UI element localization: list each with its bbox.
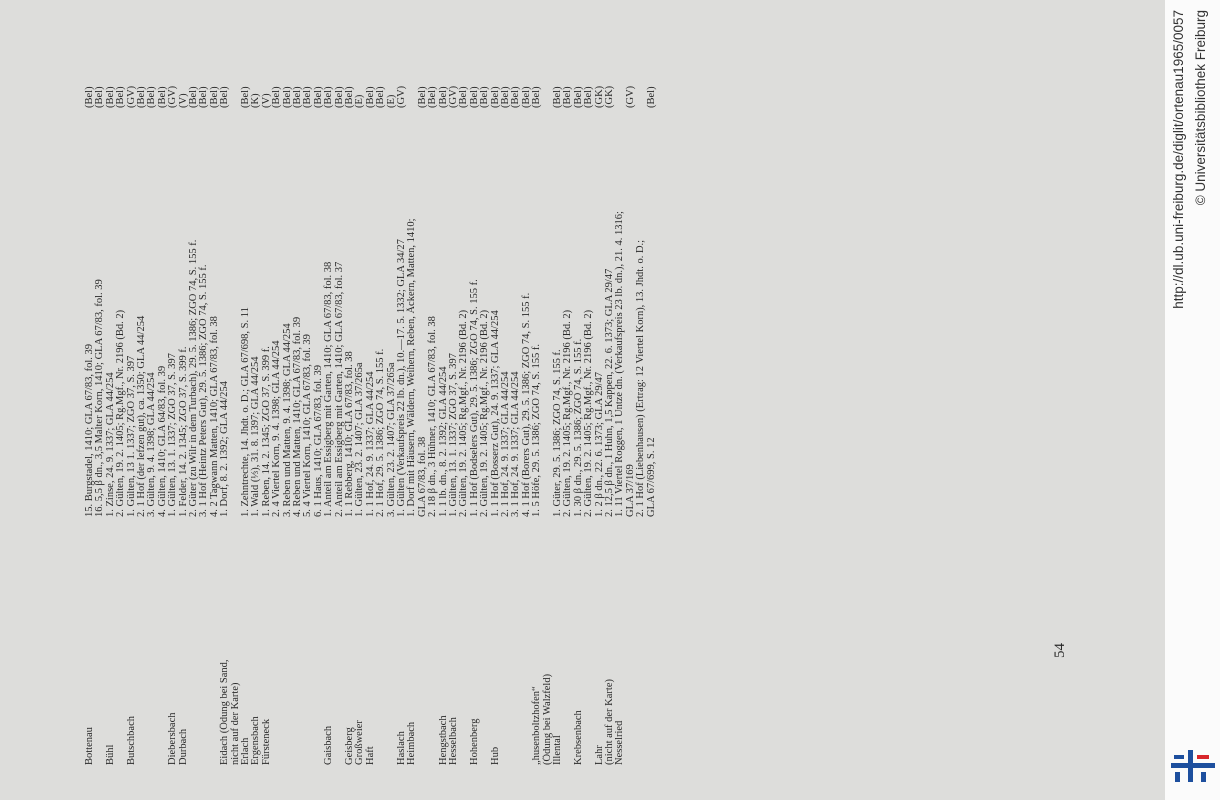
source-code: (Bel) — [312, 86, 324, 108]
entry-text: 16. 5,5 β dn., 3,5 Malter Korn, 1410; GLA 67/83, fol. 39 — [94, 279, 106, 517]
entry-text: 2. 1 Hof, 24. 9. 1337; GLA 44/254 — [500, 371, 511, 517]
entry-text: 2. Gülten, 19. 2. 1405; Rg.Mgf., Nr. 2196 (Bd. 2) — [583, 309, 595, 517]
source-code: (E) — [354, 94, 366, 108]
source-code: (Bel) — [427, 86, 439, 108]
entry-text: 3. Reben und Matten, 9. 4. 1398; GLA 44/254 — [281, 323, 293, 517]
sidebar-text — [1165, 0, 1220, 800]
place-name: Butschbach — [125, 716, 137, 765]
place-name: Ergensbach — [250, 716, 262, 765]
place-name: Hub — [489, 746, 501, 765]
source-code: (Bel) — [489, 86, 501, 108]
source-code: (GK) — [604, 85, 615, 108]
entry-text: 1. 1 Hof (Bosserz Gut), 24. 9. 1337; GLA 44/254 — [489, 310, 501, 517]
source-code: (Bel) — [500, 86, 511, 108]
entry-text: 2. 1 Hof (der lefzen gut), ca. 1350; GLA 44/254 — [136, 315, 147, 517]
entry-text: GLA 67/83, fol. 38 — [416, 436, 428, 517]
source-code: (Bel) — [562, 86, 574, 108]
entry-text: 3. 1 Hof, 24. 9. 1337; GLA 44/254 — [510, 371, 522, 517]
source-code: (Bel) — [531, 86, 543, 108]
place-name: Krebsenbach — [572, 710, 584, 765]
place-name: Hengstbach — [437, 715, 449, 765]
entry-text: 1. Gülten (Verkaufspreis 22 lb. dn.), 10.—17. 5. 1332; GLA 34/27 — [396, 239, 407, 517]
source-code: (GV) — [396, 85, 407, 108]
place-name: Hohenberg — [468, 718, 480, 765]
entry-text: 1. Dorf, 8. 2. 1392; GLA 44/254 — [219, 381, 231, 517]
entry-text: 1. Gülten, 13. 1. 1337; ZGO 37, S. 397 — [448, 353, 459, 517]
source-code: (Bel) — [583, 86, 595, 108]
library-sidebar — [1165, 0, 1220, 800]
entry-text: 2. Gülten, 19. 2. 1405; Rg.Mgf., Nr. 2196 (Bd. 2) — [562, 309, 574, 517]
source-code: (V) — [260, 93, 272, 108]
entry-text: 4. Gülten, 1410; GLA 64/83, fol. 39 — [156, 365, 168, 517]
source-code: (Bel) — [198, 86, 210, 108]
entry-text: GLA 67/699, S. 12 — [645, 437, 657, 517]
entry-text: 1. Reben, 14. 2. 1345; ZGO 37, S. 399 f. — [260, 346, 272, 517]
entry-text: 2. Gülten, 19. 2. 1405; Rg.Mgf., Nr. 2196 (Bd. 2) — [458, 309, 470, 517]
place-name: Lahr — [593, 745, 605, 765]
entry-text: 15. Burgstadel, 1410; GLA 67/83, fol. 39 — [84, 343, 95, 517]
place-name: Großweier — [354, 720, 366, 765]
source-code: (Bel) — [240, 86, 251, 108]
source-code: (Bel) — [375, 86, 387, 108]
source-code: (Bel) — [292, 86, 303, 108]
source-code: (GV) — [167, 85, 179, 108]
source-code: (Bel) — [136, 86, 147, 108]
place-name: Geisberg — [344, 727, 355, 765]
source-code: (Bel) — [219, 86, 231, 108]
place-name: Bühl — [104, 744, 116, 765]
entry-text: 1. 5 Höfe, 29. 5. 1386; ZGO 74, S. 155 f. — [531, 344, 543, 517]
place-name: Durbach — [177, 728, 189, 765]
entry-text: 1. Güter, 29. 5. 1386; ZGO 74, S. 155 f. — [552, 349, 563, 517]
source-code: (Bel) — [458, 86, 470, 108]
entry-text: 1. Gülten, 13. 1. 1337; ZGO 37, S. 397 — [167, 353, 179, 517]
entry-text: 1. 1 Hof, 24. 9. 1337; GLA 44/254 — [364, 371, 376, 517]
source-code: (GV) — [624, 85, 636, 108]
source-code: (Bel) — [84, 86, 95, 108]
source-code: (Bel) — [437, 86, 449, 108]
entry-text: 1. Anteil am Essigberg mit Garten, 1410; GLA 67/83, fol. 38 — [323, 261, 335, 517]
entry-text: 1. Felder, 14. 2. 1345; ZGO 37, S. 399 f. — [177, 346, 189, 517]
source-code: (Bel) — [333, 86, 345, 108]
source-code: (Bel) — [645, 86, 657, 108]
entry-text: 5. 4 Viertel Korn, 1410; GLA 67/83, fol. 39 — [302, 334, 314, 517]
source-code: (Bel) — [146, 86, 158, 108]
source-code: (Bel) — [281, 86, 293, 108]
entry-text: 3. Gülten, 23. 2. 1407; GLA 37/265a — [385, 362, 397, 517]
entry-text: 4. 2 Tagwann Matten, 1410; GLA 67/83, fol. 38 — [208, 316, 220, 517]
place-name: „husenboltzhofen“ — [531, 686, 543, 765]
place-name: Hesselbach — [448, 717, 459, 765]
place-name: Erlach — [240, 737, 251, 765]
source-code: (V) — [177, 93, 189, 108]
source-code: (Bel) — [115, 86, 127, 108]
entry-text: 2. 12,5 β dn., 1 Huhn, 1,5 Kappen, 22. 6. 1373; GLA 29/47 — [604, 268, 615, 517]
entry-text: 4. 1 Hof (Borers Gut), 29. 5. 1386; ZGO 74, S. 155 f. — [520, 292, 532, 517]
entry-text: 2. Güter (zu Wilr in dem Turbach), 29. 5. 1386; ZGO 74, S. 155 f. — [188, 239, 199, 517]
entry-text: 2. Anteil am Essigberg mit Garten, 1410; GLA 67/83, fol. 37 — [333, 261, 345, 517]
source-code: (Bel) — [479, 86, 491, 108]
source-code: (Bel) — [208, 86, 220, 108]
entry-text: 6. 1 Haus, 1410; GLA 67/83, fol. 39 — [312, 365, 324, 517]
source-code: (Bel) — [156, 86, 168, 108]
entry-text: 1. Zehntrechte, 14. Jhdt. o. D.; GLA 67/698, S. 11 — [240, 307, 251, 517]
source-code: (Bel) — [520, 86, 532, 108]
source-code: (Bel) — [552, 86, 563, 108]
source-code: (E) — [385, 94, 397, 108]
entry-text: 2. 4 Viertel Korn, 9. 4. 1398; GLA 44/254 — [271, 340, 283, 517]
entry-text: 1. Wald (⅓), 31. 8. 1397; GLA 44/254 — [250, 356, 262, 517]
page-number: 54 — [1052, 643, 1068, 658]
place-name: Gaisbach — [323, 725, 335, 765]
source-code: (GV) — [448, 85, 459, 108]
place-name: Heimbach — [406, 721, 418, 765]
place-name: Diebersbach — [167, 712, 179, 765]
place-name: Eidach (Ödung bei Sand, — [219, 659, 231, 765]
entry-text: 3. 1 Hof (Heintz Peters Gut), 29. 5. 1386; ZGO 74, S. 155 f. — [198, 264, 210, 517]
source-code: (Bel) — [104, 86, 116, 108]
entry-text: GLA 37/169 — [624, 464, 636, 517]
source-code: (Bel) — [344, 86, 355, 108]
source-code: (Bel) — [188, 86, 199, 108]
source-code: (Bel) — [271, 86, 283, 108]
entry-text: 2. Gülten, 19. 2. 1405; Rg.Mgf., Nr. 2196 (Bd. 2) — [115, 309, 127, 517]
entry-text: 1. Gülten, 13 1. 1337; ZGO 37, S. 397 — [125, 355, 137, 517]
place-name: Fürsteneck — [260, 718, 272, 765]
entry-text: 1. 1 Hof (Bodselers Gut), 29. 5. 1386; ZGO 74, S. 155 f. — [468, 279, 480, 517]
source-code: (Bel) — [94, 86, 106, 108]
entry-text: 1. 1 lb. dn., 8. 2. 1392; GLA 44/254 — [437, 366, 449, 517]
entry-text: 2. 18 β dn., 3 Hühner, 1410; GLA 67/83, fol. 38 — [427, 316, 439, 517]
place-name: Illental — [552, 735, 563, 765]
source-code: (GV) — [125, 85, 137, 108]
place-name: Bottenau — [84, 727, 95, 765]
source-code: (Bel) — [468, 86, 480, 108]
place-name: (nicht auf der Karte) — [604, 679, 615, 765]
university-library-logo-icon — [1171, 746, 1215, 786]
entry-text: 1. 11 Viertel Roggen, 1 Untze dn. (Verkaufspreis 23 lb. dn.), 21. 4. 1316; — [614, 211, 626, 517]
place-name: nicht auf der Karte) — [229, 682, 241, 765]
entry-text: 2. 1 Hof, 29. 5. 1386; ZGO 74, S. 155 f. — [375, 348, 387, 517]
entry-text: 2. 1 Hof (Liebenhausen) (Ertrag: 12 Viertel Korn), 13. Jhdt. o. D.; — [635, 239, 647, 517]
source-code: (Bel) — [323, 86, 335, 108]
place-name: (Ödung bei Walzfeld) — [541, 673, 553, 765]
source-code: (Bel) — [572, 86, 584, 108]
place-name: Haslach — [396, 731, 407, 765]
entry-text: 1. 2 β dn., 22. 6. 1373; GLA 29/47 — [593, 371, 605, 517]
source-code: (GK) — [593, 85, 605, 108]
entry-text: 4. Reben und Matten, 1410; GLA 67/83, fol. 39 — [292, 316, 303, 517]
source-code: (Bel) — [510, 86, 522, 108]
entry-text: 1. 30 β dn., 29. 5. 1386; ZGO 74, S. 155 f. — [572, 338, 584, 517]
source-url-link[interactable]: http://dl.ub.uni-freiburg.de/diglit/ortenau1965/0057 — [1171, 10, 1186, 309]
entry-text: 1. Zinse, 24. 9. 1337; GLA 44/254 — [104, 372, 116, 517]
place-name: Nesselried — [614, 720, 626, 765]
source-code: (Bel) — [364, 86, 376, 108]
source-code: (K) — [250, 93, 262, 108]
entry-text: 1. 1 Rebberg, 1410; GLA 67/83, fol. 38 — [344, 351, 355, 517]
entry-text: 1. Dorf mit Häusern, Wäldern, Weihern, Reben, Äckern, Matten, 1410; — [406, 218, 418, 517]
entry-text: 3. Gülten, 9. 4. 1398; GLA 44/254 — [146, 372, 158, 517]
source-code: (Bel) — [416, 86, 428, 108]
entry-text: 2. Gülten, 19. 2. 1405; Rg.Mgf., Nr. 2196 (Bd. 2) — [479, 309, 491, 517]
place-name: Haft — [364, 746, 376, 765]
source-code: (Bel) — [302, 86, 314, 108]
copyright-notice: © Universitätsbibliothek Freiburg — [1193, 10, 1208, 206]
entry-text: 1. Gülten, 23. 2. 1407; GLA 37/265a — [354, 362, 366, 517]
